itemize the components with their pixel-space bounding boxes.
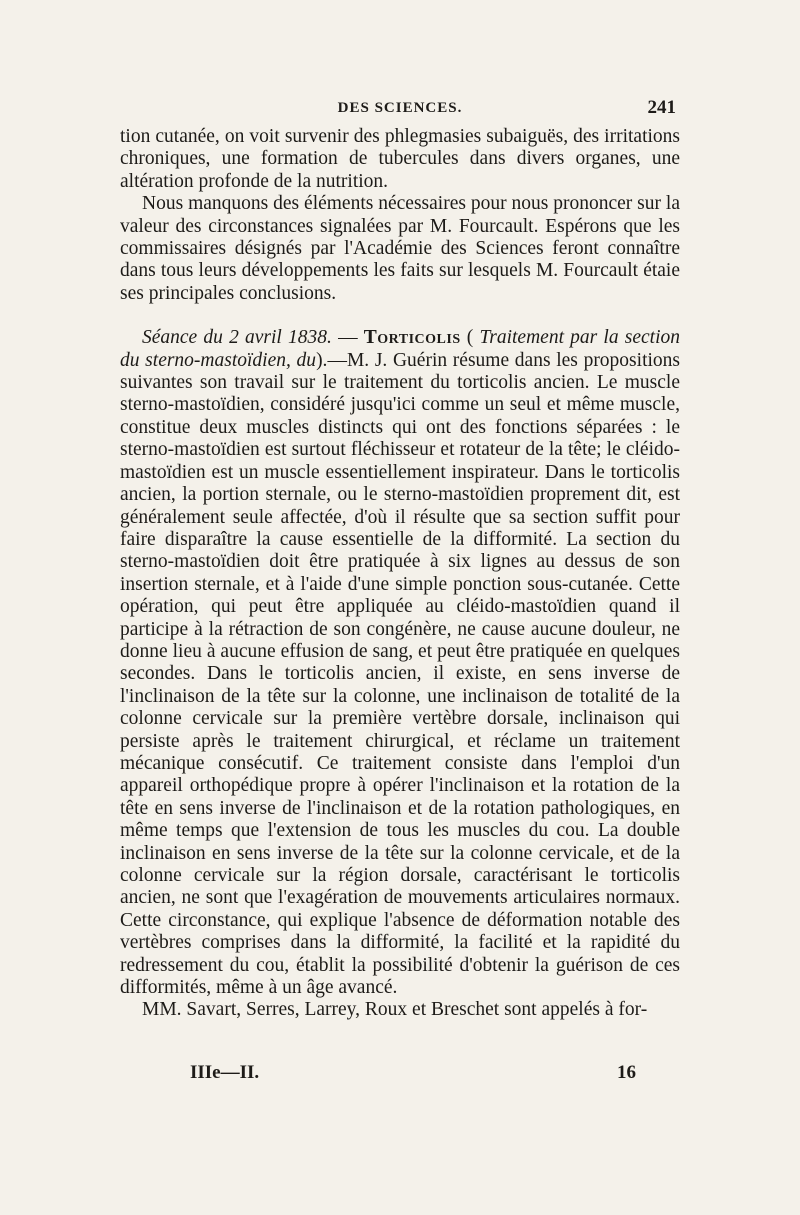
seance-date: Séance du 2 avril 1838. — [142, 327, 332, 349]
torticolis-body: —M. J. Guérin résume dans les propositions suivantes son travail sur le traitement du torticolis ancien. Le muscle sterno-mastoïdien, considéré jusqu'ici comme un seul et même muscle, constitue deux muscles distincts qui ont des fonctions séparées : le sterno-mastoïdien est surtout fléchisseur et rotateur de la tête; le cléido-mastoïdien est un muscle essentiellement inspirateur. Dans le torticolis ancien, la portion sternale, ou le sterno-mastoïdien proprement dit, est généralement seule affectée, d'où il résulte que sa section suffit pour faire disparaître la cause essentielle de la difformité. La section du sterno-mastoïdien doit être pratiquée à six lignes au dessus de son insertion sternale, et à l'aide d'une simple ponction sous-cutanée. Cette opération, qui peut être appliquée au cléido-mastoïdien quand il participe à la rétraction de son congénère, ne cause aucune douleur, ne donne lieu à aucune effusion de sang, et peut être pratiquée en quelques secondes. Dans le torticolis ancien, il existe, en sens inverse de l'inclinaison de la tête sur la colonne, une inclinaison de totalité de la colonne cervicale sur la première vertèbre dorsale, inclinaison qui persiste après le traitement chirurgical, et réclame un traitement mécanique consécutif. Ce traitement consiste dans l'emploi d'un appareil orthopédique propre à opérer l'inclinaison et la rotation de la tête en sens inverse de l'inclinaison et de la rotation pathologiques, en même temps que l'extension de tous les muscles du cou. La double inclinaison en sens inverse de la tête sur la colonne cervicale, et de la colonne cervicale sur la région dorsale, caractérisant le torticolis ancien, ne sont que l'exagération de mouvements articulaires normaux. Cette circonstance, qui explique l'absence de déformation notable des vertèbres comprises dans la difformité, la facilité et la rapidité du redressement du cou, établit la possibilité d'obtenir la guérison de ces difformités, même à un âge avancé. — [120, 349, 680, 999]
paren-open: ( — [460, 327, 480, 349]
dash: — — [331, 327, 364, 349]
paragraph-torticolis — [120, 327, 680, 999]
paragraph-fourcault: Nous manquons des éléments nécessaires pour nous prononcer sur la valeur des circonstances signalées par M. Fourcault. Espérons que les commissaires désignés par l'Académie des Sciences feront connaître dans tous leurs développements les faits sur lesquels M. Fourcault étaie ses principales conclusions. — [120, 193, 680, 304]
page-number: 241 — [647, 97, 676, 118]
paragraph-continuation: tion cutanée, on voit survenir des phlegmasies subaiguës, des irritations chroniques, une formation de tubercules dans divers organes, une altération profonde de la nutrition. — [120, 126, 680, 192]
subject-heading: Torticolis — [363, 327, 461, 349]
running-head — [120, 97, 680, 124]
section-gap — [120, 305, 680, 327]
subject-subtitle: Traitement par la section du sterno-mastoïdien, du — [120, 327, 681, 371]
running-title: DES SCIENCES. — [337, 100, 463, 116]
folio-number: 16 — [617, 1062, 636, 1083]
body-text — [120, 126, 680, 1022]
page-footer — [120, 1062, 680, 1088]
paragraph-commission: MM. Savart, Serres, Larrey, Roux et Breschet sont appelés à for- — [142, 999, 648, 1021]
signature-mark: IIIe—II. — [190, 1062, 260, 1083]
paren-close: ). — [316, 349, 328, 371]
